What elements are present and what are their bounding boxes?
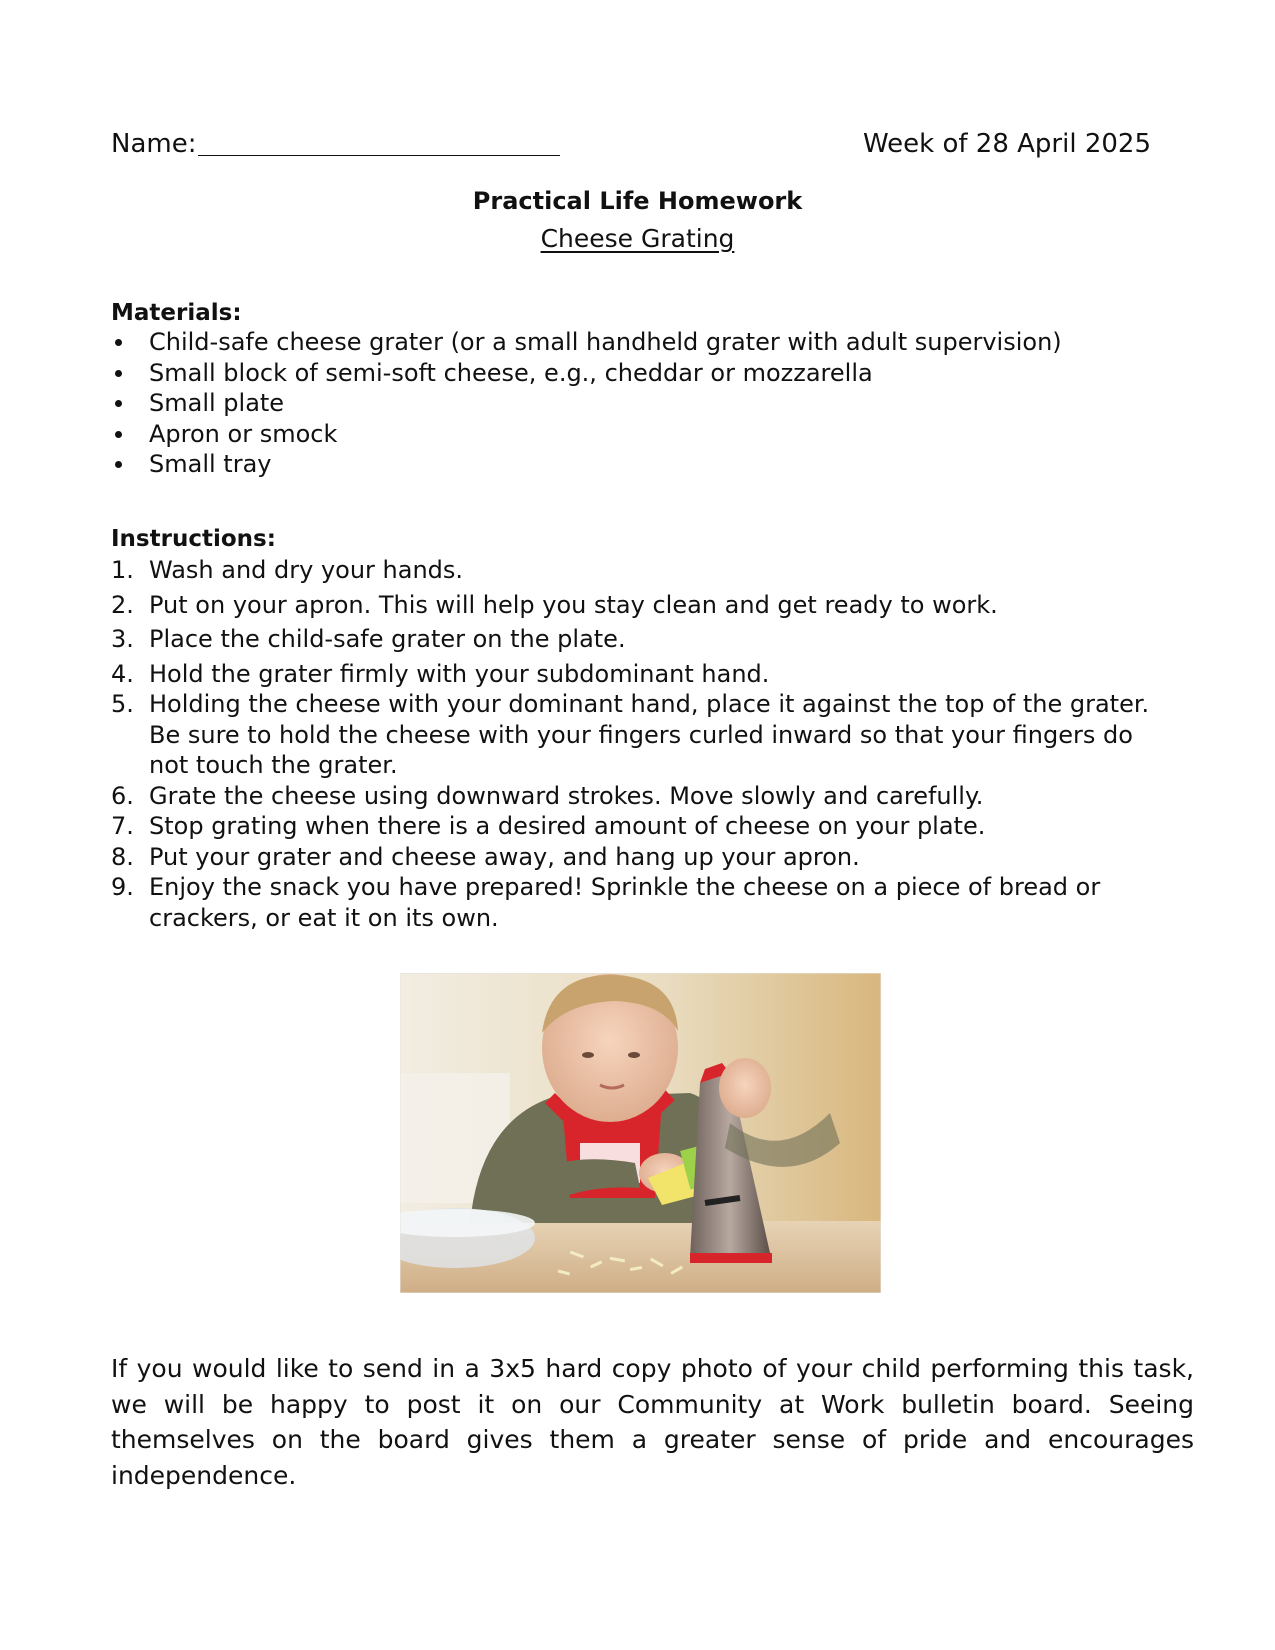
step-text: Holding the cheese with your dominant hand, place it against the top of the grater. Be sure to hold the cheese with your fingers curled inward so that your fingers do not touch the grater. bbox=[149, 690, 1150, 779]
list-item-text: Small plate bbox=[149, 389, 285, 417]
instructions-heading: Instructions: bbox=[111, 526, 276, 552]
name-blank-line bbox=[198, 155, 560, 156]
footer-paragraph: If you would like to send in a 3x5 hard copy photo of your child performing this task, we will be happy to post it on our Community at Work bulletin board. Seeing themselves on the board gives them a greater sense of pride and encourages independence. bbox=[111, 1354, 1194, 1490]
instruction-step bbox=[111, 689, 1171, 781]
instruction-step bbox=[111, 842, 1171, 873]
step-number: 1. bbox=[111, 556, 134, 584]
step-number: 2. bbox=[111, 590, 134, 619]
instruction-step bbox=[111, 659, 1171, 690]
list-item-text: Apron or smock bbox=[149, 419, 338, 448]
step-text: Put on your apron. This will help you stay clean and get ready to work. bbox=[149, 590, 998, 619]
list-item bbox=[111, 327, 1151, 358]
week-label: Week of 28 April 2025 bbox=[862, 129, 1151, 159]
bullet-icon bbox=[115, 370, 122, 377]
instruction-step bbox=[111, 781, 1171, 812]
page-title: Practical Life Homework bbox=[472, 187, 803, 215]
step-text: Wash and dry your hands. bbox=[149, 556, 464, 584]
instructions-list bbox=[111, 555, 1171, 933]
list-item bbox=[111, 358, 1151, 389]
step-number: 8. bbox=[111, 842, 134, 871]
list-item bbox=[111, 419, 1151, 450]
step-number: 3. bbox=[111, 625, 134, 653]
name-label: Name: bbox=[111, 129, 197, 159]
step-text: Put your grater and cheese away, and hang up your apron. bbox=[149, 842, 860, 871]
step-number: 6. bbox=[111, 781, 134, 810]
instruction-step bbox=[111, 624, 1171, 655]
list-item bbox=[111, 388, 1151, 419]
bullet-icon bbox=[115, 339, 122, 346]
bullet-icon bbox=[115, 431, 122, 438]
step-text: Place the child-safe grater on the plate. bbox=[149, 625, 626, 653]
child-grating-cheese-photo bbox=[400, 973, 881, 1293]
name-field bbox=[111, 124, 560, 164]
instruction-step bbox=[111, 811, 1171, 842]
list-item-text: Small block of semi-soft cheese, e.g., cheddar or mozzarella bbox=[149, 358, 873, 387]
instruction-step bbox=[111, 872, 1171, 933]
subtitle-text: Cheese Grating bbox=[540, 224, 735, 253]
materials-list bbox=[111, 327, 1151, 480]
instruction-step bbox=[111, 590, 1171, 621]
step-text: Enjoy the snack you have prepared! Sprinkle the cheese on a piece of bread or crackers, or eat it on its own. bbox=[149, 873, 1101, 932]
header-row bbox=[111, 124, 1151, 164]
step-number: 9. bbox=[111, 873, 134, 901]
photo-illustration bbox=[400, 973, 881, 1293]
step-text: Grate the cheese using downward strokes. Move slowly and carefully. bbox=[149, 781, 984, 810]
step-text: Stop grating when there is a desired amount of cheese on your plate. bbox=[149, 812, 986, 840]
list-item bbox=[111, 449, 1151, 480]
list-item-text: Child-safe cheese grater (or a small handheld grater with adult supervision) bbox=[149, 328, 1062, 356]
instruction-step bbox=[111, 555, 1171, 586]
step-number: 4. bbox=[111, 659, 134, 688]
step-number: 7. bbox=[111, 812, 134, 840]
step-number: 5. bbox=[111, 690, 134, 718]
materials-heading: Materials: bbox=[111, 300, 242, 326]
bullet-icon bbox=[115, 400, 122, 407]
step-text: Hold the grater firmly with your subdominant hand. bbox=[149, 659, 770, 688]
bullet-icon bbox=[115, 461, 122, 468]
page-subtitle bbox=[0, 222, 1275, 256]
list-item-text: Small tray bbox=[149, 450, 272, 478]
